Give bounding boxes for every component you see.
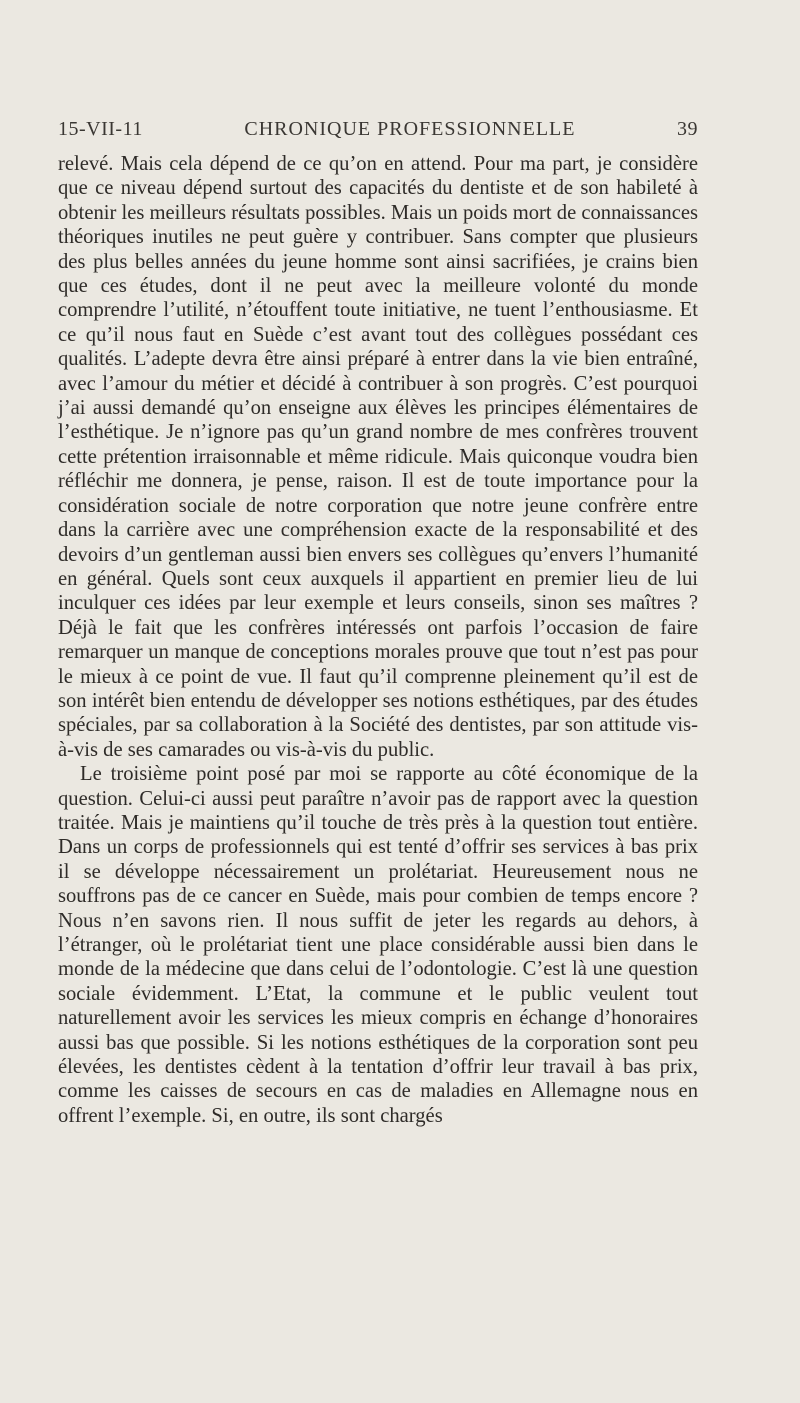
page-number: 39 bbox=[677, 118, 698, 140]
header-date: 15-VII-11 bbox=[58, 118, 143, 140]
header-title: CHRONIQUE PROFESSIONNELLE bbox=[244, 118, 576, 140]
body-text bbox=[58, 152, 698, 1128]
paragraph-1: relevé. Mais cela dépend de ce qu’on en attend. Pour ma part, je considère que ce niveau dépend surtout des capacités du dentiste et de son habileté à obtenir les meilleurs résultats possibles. Mais un poids mort de connaissances théoriques inutiles ne peut guère y contribuer. Sans compter que plusieurs des plus belles années du jeune homme sont ainsi sacrifiées, je crains bien que ces études, dont il ne peut avec la meilleure volonté du monde comprendre l’utilité, n’étouffent toute initiative, ne tuent l’enthousiasme. Et ce qu’il nous faut en Suède c’est avant tout des collègues possédant ces qualités. L’adepte devra être ainsi préparé à entrer dans la vie bien entraîné, avec l’amour du métier et décidé à contribuer à son progrès. C’est pourquoi j’ai aussi demandé qu’on enseigne aux élèves les principes élémentaires de l’esthétique. Je n’ignore pas qu’un grand nombre de mes confrères trouvent cette prétention irraisonnable et même ridicule. Mais quiconque voudra bien réfléchir me donnera, je pense, raison. Il est de toute importance pour la considération sociale de notre corporation que notre jeune confrère entre dans la carrière avec une compréhension exacte de la responsabilité et des devoirs d’un gentleman aussi bien envers ses collègues qu’envers l’humanité en général. Quels sont ceux auxquels il appartient en premier lieu de lui inculquer ces idées par leur exemple et leurs conseils, sinon ses maîtres ? Déjà le fait que les confrères intéressés ont parfois l’occasion de faire remarquer un manque de conceptions morales prouve que tout n’est pas pour le mieux à ce point de vue. Il faut qu’il comprenne pleinement qu’il est de son intérêt bien entendu de développer ses notions esthétiques, par des études spéciales, par sa collaboration à la Société des dentistes, par son attitude vis-à-vis de ses camarades ou vis-à-vis du public. bbox=[58, 153, 699, 761]
paragraph-2: Le troisième point posé par moi se rapporte au côté économique de la question. Celui-ci aussi peut paraître n’avoir pas de rapport avec la question traitée. Mais je maintiens qu’il touche de très près à la question tout entière. Dans un corps de professionnels qui est tenté d’offrir ses services à bas prix il se développe nécessairement un prolétariat. Heureusement nous ne souffrons pas de ce cancer en Suède, mais pour combien de temps encore ? Nous n’en savons rien. Il nous suffit de jeter les regards au dehors, à l’étranger, où le prolétariat tient une place considérable aussi bien dans le monde de la médecine que dans celui de l’odontologie. C’est là une question sociale évidemment. L’Etat, la commune et le public veulent tout naturellement avoir les services les mieux compris en échange d’honoraires aussi bas que possible. Si les notions esthétiques de la corporation sont peu élevées, les dentistes cèdent à la tentation d’offrir leur travail à bas prix, comme les caisses de secours en cas de maladies en Allemagne nous en offrent l’exemple. Si, en outre, ils sont chargés bbox=[58, 763, 698, 1127]
running-header bbox=[58, 118, 698, 141]
